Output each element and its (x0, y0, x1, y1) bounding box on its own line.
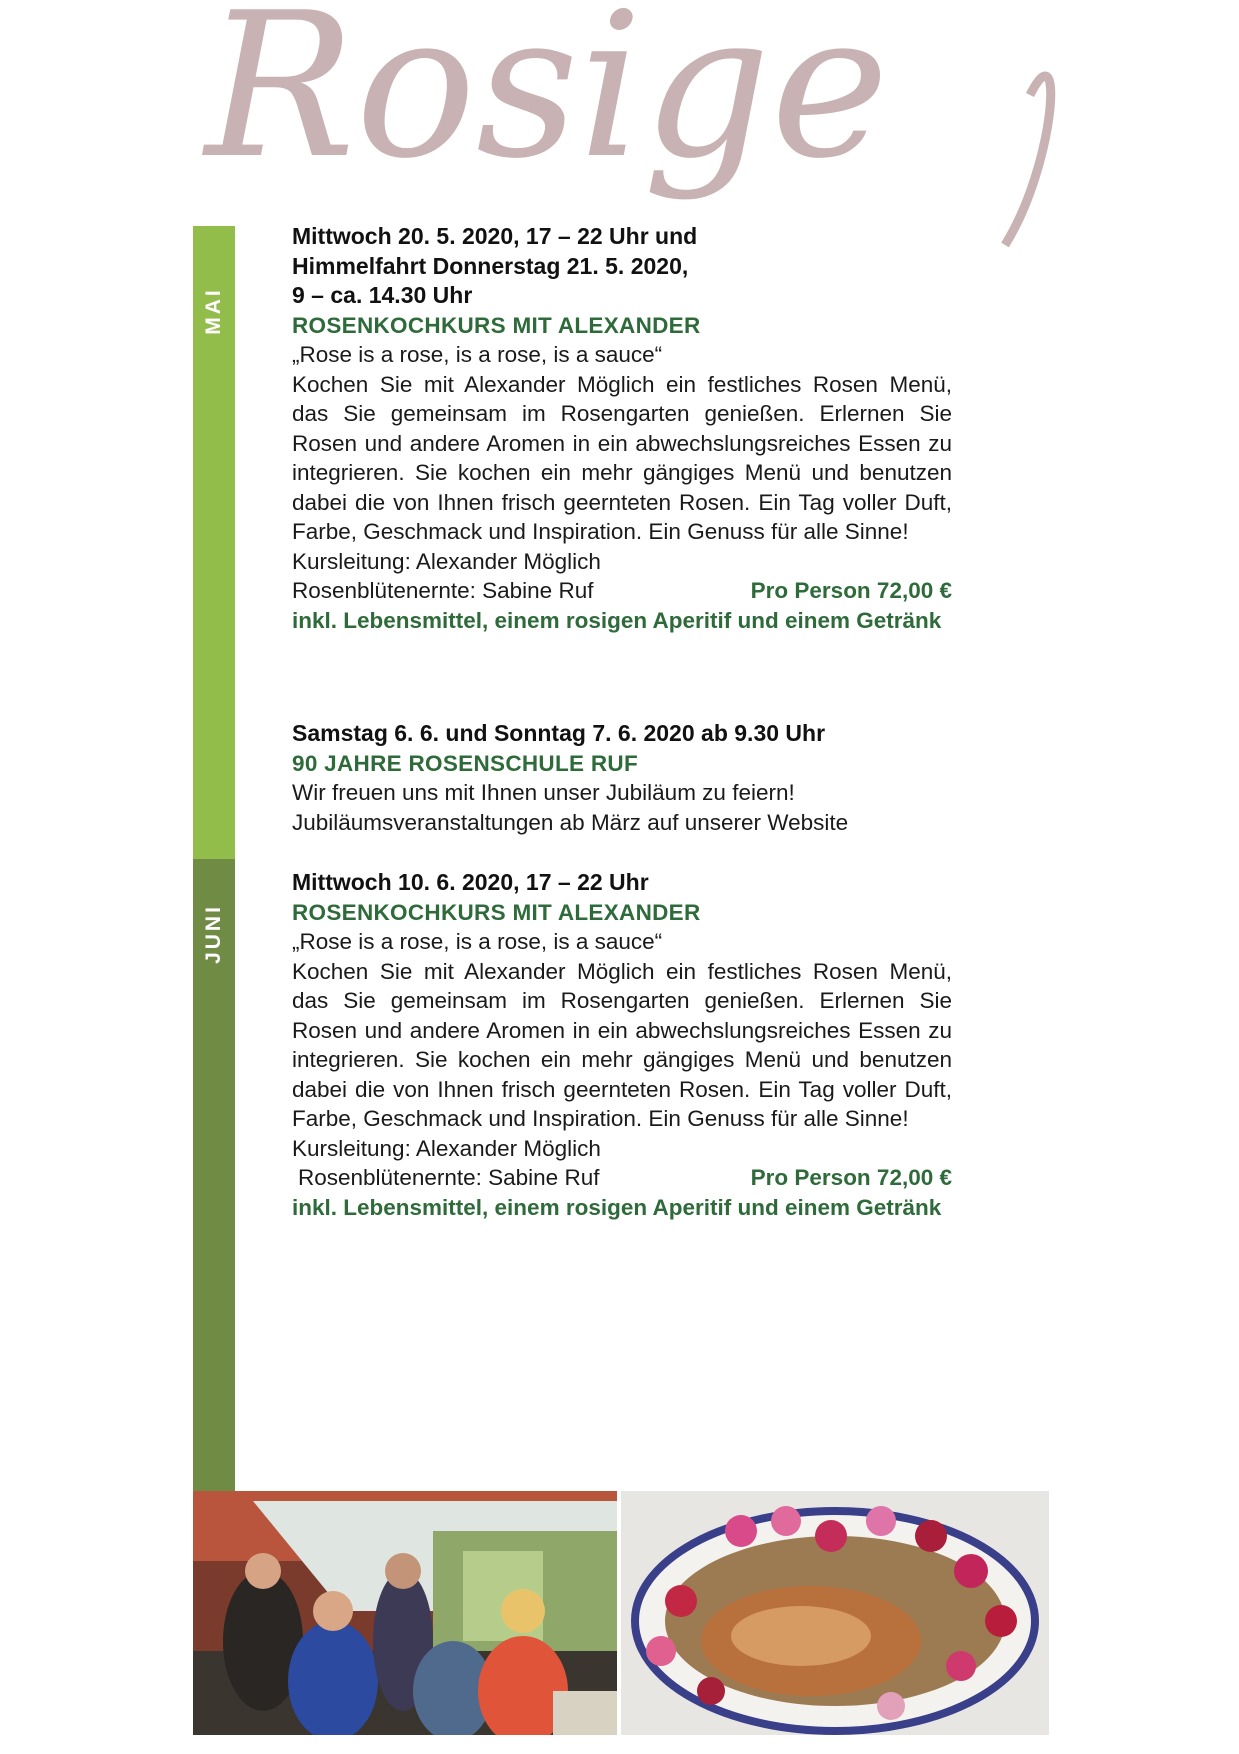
event-leader: Kursleitung: Alexander Möglich (292, 1135, 601, 1161)
event-price: Pro Person 72,00 € (750, 578, 952, 603)
event-price: Pro Person 72,00 € (750, 1165, 952, 1190)
event-date: Himmelfahrt Donnerstag 21. 5. 2020, (292, 252, 689, 279)
event-date: Mittwoch 10. 6. 2020, 17 – 22 Uhr (292, 869, 649, 895)
event-leader: Kursleitung: Alexander Möglich (292, 548, 601, 574)
event-harvest-row (292, 1163, 952, 1193)
event-harvest: Rosenblütenernte: Sabine Ruf (298, 1165, 600, 1190)
script-header-word: Rosige (205, 0, 889, 203)
event-date: Mittwoch 20. 5. 2020, 17 – 22 Uhr und (292, 223, 698, 249)
event-harvest-row (292, 576, 952, 606)
greenhouse-photo-graphic (193, 1491, 617, 1735)
month-label-mai: MAI (202, 287, 225, 335)
rose-dish-photo-graphic (621, 1491, 1049, 1735)
month-bar-mai (193, 226, 235, 859)
event-quote: „Rose is a rose, is a rose, is a sauce“ (292, 342, 663, 367)
event-included: inkl. Lebensmittel, einem rosigen Aperitif und einem Getränk (292, 1194, 942, 1220)
event-date: Samstag 6. 6. und Sonntag 7. 6. 2020 ab 9.30 Uhr (292, 720, 826, 746)
event-title: 90 JAHRE ROSENSCHULE RUF (292, 750, 639, 776)
event-description: Kochen Sie mit Alexander Möglich ein festliches Rosen Menü, das Sie gemeinsam im Rosengarten genießen. Erlernen Sie Rosen und andere Aromen in ein abwechslungsreiches Essen zu integrieren. Sie kochen ein mehr gängiges Menü und benutzen dabei die von Ihnen frisch geernteten Rosen. Ein Tag voller Duft, Farbe, Geschmack und Inspiration. Ein Genuss für alle Sinne! (292, 371, 952, 544)
event-line: Jubiläumsveranstaltungen ab März auf unserer Website (292, 809, 849, 835)
photo-greenhouse-guests (193, 1491, 617, 1735)
event-title: ROSENKOCHKURS MIT ALEXANDER (292, 899, 701, 925)
event-quote: „Rose is a rose, is a rose, is a sauce“ (292, 929, 663, 954)
event-harvest: Rosenblütenernte: Sabine Ruf (292, 578, 594, 603)
event-line: Wir freuen uns mit Ihnen unser Jubiläum zu feiern! (292, 780, 795, 805)
event-3 (292, 868, 952, 1222)
event-title: ROSENKOCHKURS MIT ALEXANDER (292, 312, 701, 338)
event-description: Kochen Sie mit Alexander Möglich ein festliches Rosen Menü, das Sie gemeinsam im Rosengarten genießen. Erlernen Sie Rosen und andere Aromen in ein abwechslungsreiches Essen zu integrieren. Sie kochen ein mehr gängiges Menü und benutzen dabei die von Ihnen frisch geernteten Rosen. Ein Tag voller Duft, Farbe, Geschmack und Inspiration. Ein Genuss für alle Sinne! (292, 958, 952, 1131)
event-date: 9 – ca. 14.30 Uhr (292, 282, 473, 308)
event-2 (292, 719, 952, 837)
photo-rose-dish (621, 1491, 1049, 1735)
event-included: inkl. Lebensmittel, einem rosigen Aperitif und einem Getränk (292, 607, 942, 633)
month-label-juni: JUNI (202, 904, 226, 964)
event-1 (292, 222, 952, 635)
month-bar-juni (193, 859, 235, 1491)
